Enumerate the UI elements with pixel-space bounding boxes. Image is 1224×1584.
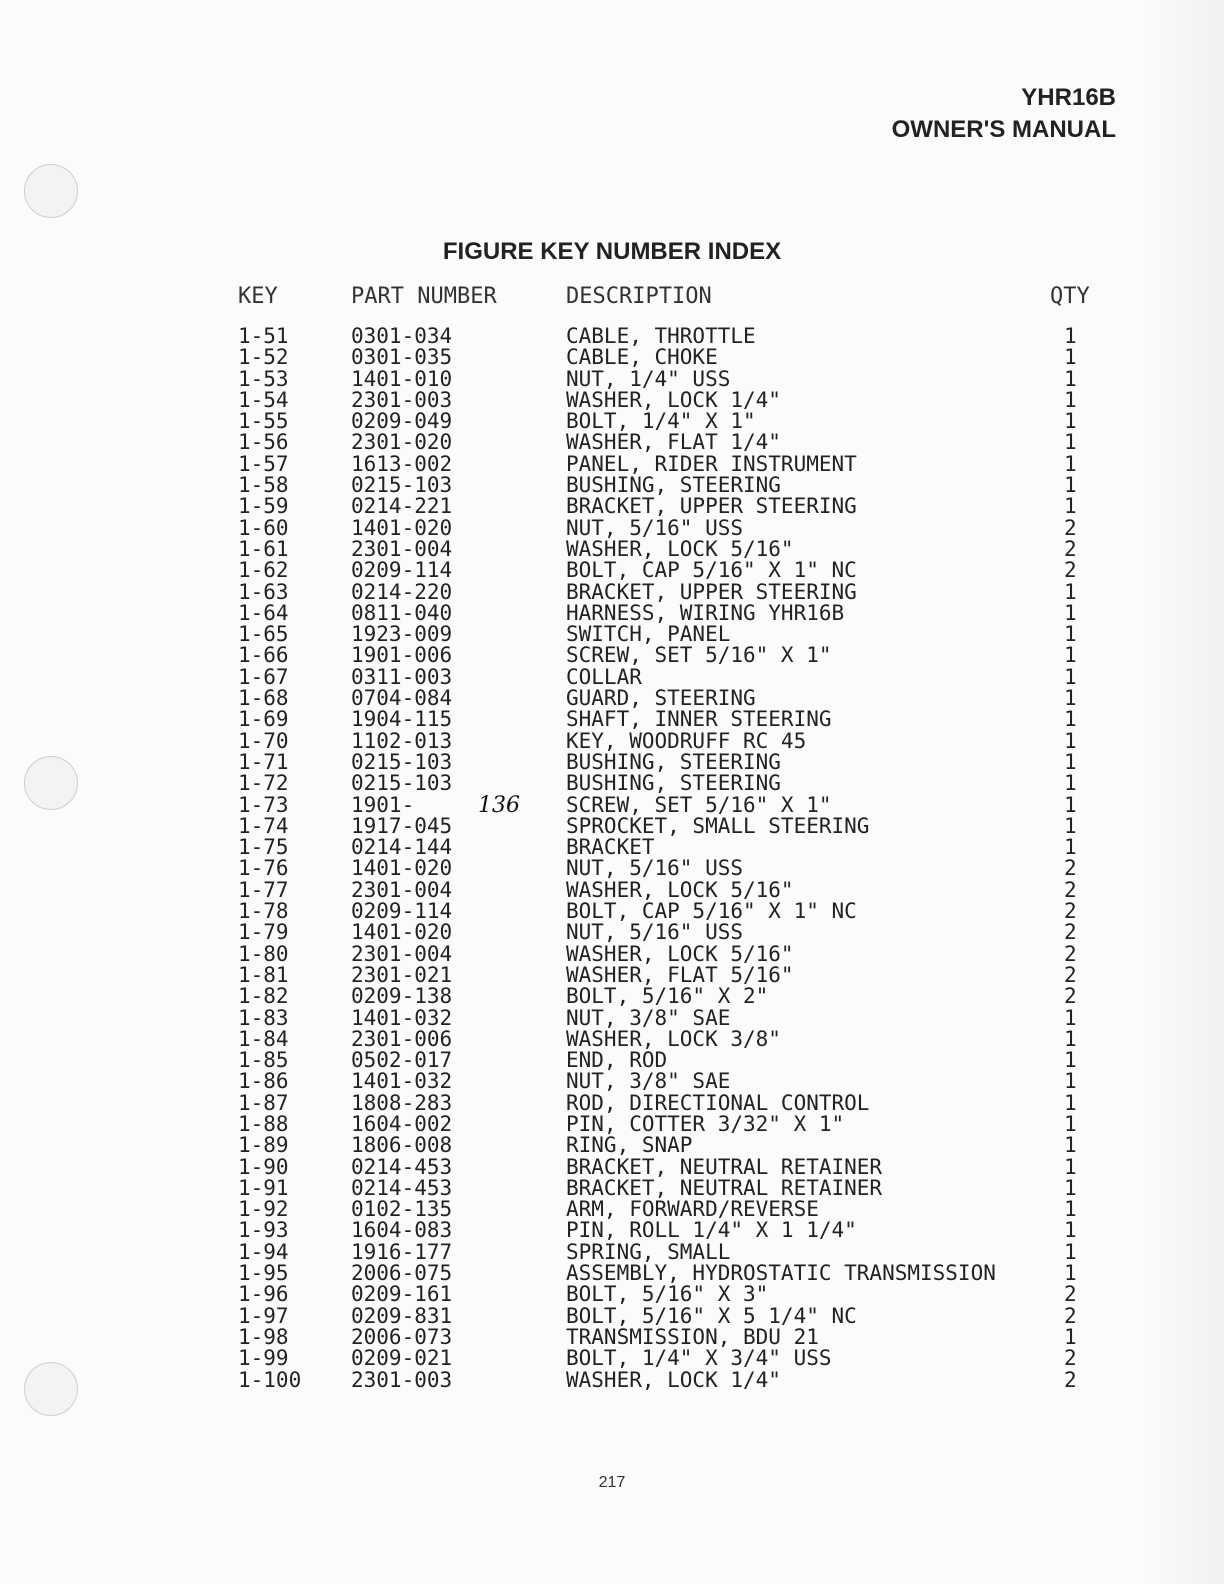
row-qty: 1 <box>1064 728 1077 753</box>
row-part-number: 0214-221 <box>351 494 453 519</box>
row-key: 1-84 <box>238 1026 289 1051</box>
row-description: END, ROD <box>566 1048 668 1073</box>
row-qty: 2 <box>1064 856 1077 881</box>
table-row <box>0 1303 1224 1328</box>
row-description: TRANSMISSION, BDU 21 <box>566 1324 819 1349</box>
row-part-number: 0311-003 <box>351 664 453 689</box>
row-part-number: 2301-004 <box>351 941 453 966</box>
row-description: ARM, FORWARD/REVERSE <box>566 1197 819 1222</box>
row-qty: 1 <box>1064 1175 1077 1200</box>
row-part-number: 0209-138 <box>351 984 453 1009</box>
row-description: SHAFT, INNER STEERING <box>566 707 832 732</box>
row-key: 1-100 <box>238 1367 302 1392</box>
row-part-number: 0209-114 <box>351 899 453 924</box>
table-row <box>0 432 1224 453</box>
row-key: 1-97 <box>238 1303 289 1328</box>
row-description: HARNESS, WIRING YHR16B <box>566 600 845 625</box>
row-key: 1-74 <box>238 813 289 838</box>
row-description: BUSHING, STEERING <box>566 473 781 498</box>
row-key: 1-71 <box>238 749 289 774</box>
row-description: BOLT, 5/16" X 2" <box>566 984 769 1009</box>
row-part-number: 1917-045 <box>351 813 453 838</box>
table-row <box>0 475 1224 496</box>
table-row <box>0 326 1224 347</box>
table-row <box>0 1026 1224 1051</box>
table-row <box>0 560 1224 581</box>
row-key: 1-92 <box>238 1197 289 1222</box>
row-qty: 2 <box>1064 984 1077 1009</box>
row-qty: 2 <box>1064 515 1077 540</box>
column-header-key: KEY <box>238 284 278 309</box>
row-qty: 1 <box>1064 366 1077 391</box>
row-part-number: 2301-004 <box>351 877 453 902</box>
row-qty: 2 <box>1064 1367 1077 1392</box>
row-part-number: 0301-035 <box>351 345 453 370</box>
row-qty: 2 <box>1064 558 1077 583</box>
row-key: 1-81 <box>238 962 289 987</box>
row-part-number: 1901-006 <box>351 643 453 668</box>
row-description: BRACKET, UPPER STEERING <box>566 579 857 604</box>
row-qty: 1 <box>1064 1239 1077 1264</box>
row-part-number: 1401-020 <box>351 515 453 540</box>
row-part-number: 0215-103 <box>351 749 453 774</box>
row-qty: 2 <box>1064 899 1077 924</box>
row-key: 1-85 <box>238 1048 289 1073</box>
row-key: 1-54 <box>238 387 289 412</box>
row-qty: 1 <box>1064 813 1077 838</box>
table-row <box>0 962 1224 987</box>
row-qty: 1 <box>1064 1069 1077 1094</box>
row-qty: 1 <box>1064 1154 1077 1179</box>
table-row <box>0 1284 1224 1305</box>
row-key: 1-59 <box>238 494 289 519</box>
row-part-number: 0214-453 <box>351 1154 453 1179</box>
row-part-number: 2301-020 <box>351 430 453 455</box>
row-qty: 2 <box>1064 941 1077 966</box>
row-qty: 1 <box>1064 686 1077 711</box>
row-key: 1-86 <box>238 1069 289 1094</box>
column-header-qty: QTY <box>1050 284 1090 309</box>
table-row <box>0 579 1224 604</box>
row-description: WASHER, LOCK 1/4" <box>566 1367 781 1392</box>
row-description: BUSHING, STEERING <box>566 771 781 796</box>
row-part-number: 1901- <box>351 792 415 817</box>
row-description: NUT, 5/16" USS <box>566 856 744 881</box>
row-part-number: 0214-144 <box>351 835 453 860</box>
row-part-number: 0215-103 <box>351 473 453 498</box>
row-part-number: 0209-114 <box>351 558 453 583</box>
table-row <box>0 387 1224 412</box>
row-part-number: 2006-075 <box>351 1261 453 1286</box>
row-part-number: 0214-453 <box>351 1175 453 1200</box>
row-key: 1-82 <box>238 984 289 1009</box>
row-qty: 2 <box>1064 1303 1077 1328</box>
row-description: WASHER, LOCK 5/16" <box>566 536 794 561</box>
row-key: 1-65 <box>238 622 289 647</box>
row-description: WASHER, FLAT 1/4" <box>566 430 781 455</box>
row-qty: 1 <box>1064 345 1077 370</box>
row-key: 1-87 <box>238 1090 289 1115</box>
table-row <box>0 1367 1224 1392</box>
row-description: ROD, DIRECTIONAL CONTROL <box>566 1090 870 1115</box>
row-qty: 1 <box>1064 643 1077 668</box>
row-part-number: 1904-115 <box>351 707 453 732</box>
row-part-number: 0502-017 <box>351 1048 453 1073</box>
row-description: WASHER, LOCK 5/16" <box>566 941 794 966</box>
row-qty: 1 <box>1064 1261 1077 1286</box>
row-part-number: 0301-034 <box>351 324 453 348</box>
row-key: 1-88 <box>238 1111 289 1136</box>
row-part-number: 2301-006 <box>351 1026 453 1051</box>
row-key: 1-66 <box>238 643 289 668</box>
table-row <box>0 749 1224 774</box>
table-row <box>0 1175 1224 1200</box>
table-row <box>0 1239 1224 1264</box>
row-key: 1-63 <box>238 579 289 604</box>
row-qty: 1 <box>1064 324 1077 348</box>
row-part-number: 1401-010 <box>351 366 453 391</box>
row-description: BRACKET, NEUTRAL RETAINER <box>566 1175 883 1200</box>
row-description: BRACKET, NEUTRAL RETAINER <box>566 1154 883 1179</box>
row-description: SCREW, SET 5/16" X 1" <box>566 792 832 817</box>
table-row <box>0 941 1224 966</box>
row-description: SWITCH, PANEL <box>566 622 731 647</box>
row-key: 1-62 <box>238 558 289 583</box>
table-row <box>0 986 1224 1007</box>
table-row <box>0 792 1224 818</box>
row-key: 1-58 <box>238 473 289 498</box>
row-qty: 2 <box>1064 1346 1077 1371</box>
row-qty: 1 <box>1064 1111 1077 1136</box>
row-part-number: 0102-135 <box>351 1197 453 1222</box>
row-qty: 2 <box>1064 920 1077 945</box>
row-description: PIN, ROLL 1/4" X 1 1/4" <box>566 1218 857 1243</box>
row-description: GUARD, STEERING <box>566 686 756 711</box>
row-key: 1-56 <box>238 430 289 455</box>
row-description: BOLT, 5/16" X 3" <box>566 1282 769 1307</box>
row-description: NUT, 3/8" SAE <box>566 1069 731 1094</box>
row-key: 1-90 <box>238 1154 289 1179</box>
row-part-number: 1613-002 <box>351 451 453 476</box>
row-qty: 1 <box>1064 1197 1077 1222</box>
row-part-number: 2006-073 <box>351 1324 453 1349</box>
row-qty: 1 <box>1064 1218 1077 1243</box>
table-row <box>0 1071 1224 1092</box>
table-row <box>0 496 1224 517</box>
row-key: 1-76 <box>238 856 289 881</box>
row-part-number: 0209-831 <box>351 1303 453 1328</box>
row-part-number: 0209-021 <box>351 1346 453 1371</box>
table-row <box>0 877 1224 902</box>
row-part-number: 2301-003 <box>351 1367 453 1392</box>
row-key: 1-70 <box>238 728 289 753</box>
table-row <box>0 536 1224 561</box>
row-description: SCREW, SET 5/16" X 1" <box>566 643 832 668</box>
row-description: CABLE, THROTTLE <box>566 324 756 348</box>
row-description: BOLT, CAP 5/16" X 1" NC <box>566 558 857 583</box>
column-header-part-number: PART NUMBER <box>351 284 497 309</box>
row-description: BOLT, CAP 5/16" X 1" NC <box>566 899 857 924</box>
row-description: PIN, COTTER 3/32" X 1" <box>566 1111 845 1136</box>
row-key: 1-93 <box>238 1218 289 1243</box>
row-description: PANEL, RIDER INSTRUMENT <box>566 451 857 476</box>
table-row <box>0 600 1224 625</box>
row-qty: 1 <box>1064 1090 1077 1115</box>
row-description: BOLT, 5/16" X 5 1/4" NC <box>566 1303 857 1328</box>
table-row <box>0 451 1224 476</box>
table-row <box>0 922 1224 943</box>
row-key: 1-69 <box>238 707 289 732</box>
row-description: BRACKET <box>566 835 655 860</box>
row-description: WASHER, LOCK 5/16" <box>566 877 794 902</box>
row-qty: 2 <box>1064 962 1077 987</box>
row-key: 1-79 <box>238 920 289 945</box>
manual-title: OWNER'S MANUAL <box>891 116 1116 143</box>
row-key: 1-67 <box>238 664 289 689</box>
row-key: 1-77 <box>238 877 289 902</box>
row-part-number: 1806-008 <box>351 1133 453 1158</box>
row-key: 1-73 <box>238 792 289 817</box>
row-qty: 1 <box>1064 622 1077 647</box>
row-part-number: 0214-220 <box>351 579 453 604</box>
row-key: 1-83 <box>238 1005 289 1030</box>
row-part-number: 0209-049 <box>351 409 453 434</box>
row-description: SPROCKET, SMALL STEERING <box>566 813 870 838</box>
row-part-number: 1401-020 <box>351 856 453 881</box>
row-description: NUT, 5/16" USS <box>566 515 744 540</box>
row-part-number: 1102-013 <box>351 728 453 753</box>
model-number: YHR16B <box>1021 84 1116 111</box>
row-qty: 1 <box>1064 1026 1077 1051</box>
table-row <box>0 1324 1224 1349</box>
row-part-number: 1604-002 <box>351 1111 453 1136</box>
row-qty: 1 <box>1064 749 1077 774</box>
table-row <box>0 1154 1224 1179</box>
row-qty: 1 <box>1064 664 1077 689</box>
row-qty: 1 <box>1064 473 1077 498</box>
row-qty: 1 <box>1064 430 1077 455</box>
row-description: SPRING, SMALL <box>566 1239 731 1264</box>
row-description: BUSHING, STEERING <box>566 749 781 774</box>
row-key: 1-61 <box>238 536 289 561</box>
row-key: 1-55 <box>238 409 289 434</box>
row-key: 1-52 <box>238 345 289 370</box>
table-row <box>0 1263 1224 1284</box>
row-part-number: 2301-021 <box>351 962 453 987</box>
row-key: 1-75 <box>238 835 289 860</box>
row-key: 1-80 <box>238 941 289 966</box>
row-qty: 1 <box>1064 1133 1077 1158</box>
row-part-number: 1401-032 <box>351 1069 453 1094</box>
row-qty: 1 <box>1064 771 1077 796</box>
row-qty: 1 <box>1064 600 1077 625</box>
row-qty: 1 <box>1064 1005 1077 1030</box>
row-key: 1-96 <box>238 1282 289 1307</box>
handwritten-correction: 136 <box>478 792 520 818</box>
row-part-number: 0704-084 <box>351 686 453 711</box>
row-part-number: 1401-020 <box>351 920 453 945</box>
page-number: 217 <box>598 1474 626 1491</box>
row-description: WASHER, LOCK 3/8" <box>566 1026 781 1051</box>
document-header <box>892 82 1116 146</box>
row-description: NUT, 3/8" SAE <box>566 1005 731 1030</box>
row-part-number: 1923-009 <box>351 622 453 647</box>
row-qty: 1 <box>1064 835 1077 860</box>
row-qty: 1 <box>1064 409 1077 434</box>
row-qty: 2 <box>1064 877 1077 902</box>
row-description: ASSEMBLY, HYDROSTATIC TRANSMISSION <box>566 1261 996 1286</box>
row-key: 1-60 <box>238 515 289 540</box>
binder-hole-top <box>24 164 78 218</box>
row-description: RING, SNAP <box>566 1133 693 1158</box>
table-row <box>0 837 1224 858</box>
table-row <box>0 1005 1224 1030</box>
table-row <box>0 645 1224 666</box>
table-row <box>0 709 1224 730</box>
row-description: NUT, 1/4" USS <box>566 366 731 391</box>
row-part-number: 2301-003 <box>351 387 453 412</box>
table-row <box>0 515 1224 540</box>
table-row <box>0 773 1224 794</box>
row-key: 1-64 <box>238 600 289 625</box>
row-key: 1-91 <box>238 1175 289 1200</box>
row-description: BOLT, 1/4" X 1" <box>566 409 756 434</box>
row-qty: 1 <box>1064 707 1077 732</box>
row-qty: 1 <box>1064 1324 1077 1349</box>
row-part-number: 0811-040 <box>351 600 453 625</box>
row-part-number: 2301-004 <box>351 536 453 561</box>
table-row <box>0 1135 1224 1156</box>
row-description: KEY, WOODRUFF RC 45 <box>566 728 807 753</box>
row-description: BOLT, 1/4" X 3/4" USS <box>566 1346 832 1371</box>
table-row <box>0 728 1224 753</box>
row-key: 1-72 <box>238 771 289 796</box>
row-key: 1-89 <box>238 1133 289 1158</box>
column-header-description: DESCRIPTION <box>566 284 712 309</box>
row-part-number: 1916-177 <box>351 1239 453 1264</box>
row-qty: 2 <box>1064 536 1077 561</box>
row-key: 1-57 <box>238 451 289 476</box>
row-description: CABLE, CHOKE <box>566 345 718 370</box>
table-row <box>0 1348 1224 1369</box>
table-row <box>0 411 1224 432</box>
row-description: BRACKET, UPPER STEERING <box>566 494 857 519</box>
page-title: FIGURE KEY NUMBER INDEX <box>442 238 782 265</box>
row-key: 1-51 <box>238 324 289 348</box>
row-description: COLLAR <box>566 664 642 689</box>
table-row <box>0 664 1224 689</box>
table-row <box>0 1050 1224 1071</box>
table-row <box>0 901 1224 922</box>
row-key: 1-78 <box>238 899 289 924</box>
row-key: 1-94 <box>238 1239 289 1264</box>
row-description: NUT, 5/16" USS <box>566 920 744 945</box>
row-key: 1-95 <box>238 1261 289 1286</box>
row-qty: 1 <box>1064 451 1077 476</box>
row-part-number: 0209-161 <box>351 1282 453 1307</box>
table-row <box>0 347 1224 368</box>
table-row <box>0 688 1224 709</box>
table-row <box>0 813 1224 838</box>
row-part-number: 1808-283 <box>351 1090 453 1115</box>
row-qty: 2 <box>1064 1282 1077 1307</box>
table-row <box>0 1090 1224 1115</box>
row-key: 1-53 <box>238 366 289 391</box>
table-row <box>0 1199 1224 1220</box>
table-row <box>0 624 1224 645</box>
row-description: WASHER, LOCK 1/4" <box>566 387 781 412</box>
row-key: 1-68 <box>238 686 289 711</box>
row-qty: 1 <box>1064 579 1077 604</box>
row-qty: 1 <box>1064 792 1077 817</box>
row-qty: 1 <box>1064 494 1077 519</box>
table-row <box>0 1220 1224 1241</box>
row-qty: 1 <box>1064 387 1077 412</box>
row-key: 1-98 <box>238 1324 289 1349</box>
row-part-number: 1401-032 <box>351 1005 453 1030</box>
row-qty: 1 <box>1064 1048 1077 1073</box>
row-part-number: 1604-083 <box>351 1218 453 1243</box>
table-row <box>0 858 1224 879</box>
table-row <box>0 1111 1224 1136</box>
row-part-number: 0215-103 <box>351 771 453 796</box>
row-key: 1-99 <box>238 1346 289 1371</box>
parts-table <box>0 326 1224 1391</box>
row-description: WASHER, FLAT 5/16" <box>566 962 794 987</box>
table-row <box>0 366 1224 391</box>
